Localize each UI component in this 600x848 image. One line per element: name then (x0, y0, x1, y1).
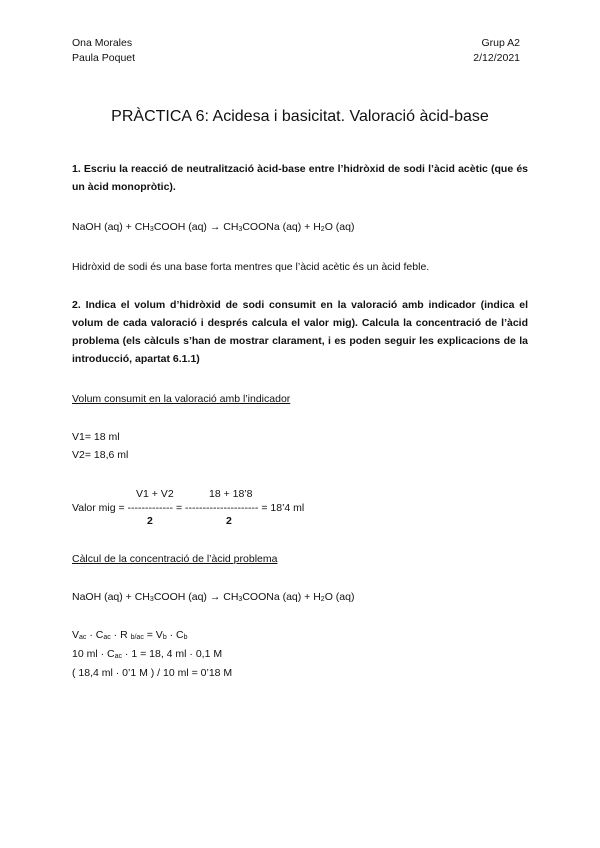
date-label: 2/12/2021 (473, 52, 520, 64)
mean-denominator-numeric: 2 (226, 515, 232, 527)
section-heading-concentration: Càlcul de la concentració de l’àcid problema (72, 553, 278, 565)
calculation-line-2: ( 18,4 ml · 0’1 M ) / 10 ml = 0’18 M (72, 667, 233, 679)
titration-formula: $V_{ac} \cdot C_{ac} \cdot R$ $_{b/ac} = V_b \cdot C_b$ (72, 629, 188, 641)
volume-v2: V2= 18,6 ml (72, 449, 129, 461)
page-title: PRÀCTICA 6: Acidesa i basicitat. Valoració àcid-base (111, 108, 489, 125)
question-2: 2. Indica el volum d’hidròxid de sodi consumit en la valoració amb indicador (indica el volum de cada valoració i després calcula el valor mig). Calcula la concentració de l’àcid problema (els càlculs s’han de mostrar clarament, i es poden seguir les explicacions de la introducció, apartat 6.1.1) (72, 299, 528, 365)
q1-answer: Hidròxid de sodi és una base forta mentres que l’àcid acètic és un àcid feble. (72, 261, 430, 273)
section-heading-volume: Volum consumit en la valoració amb l’indicador (72, 393, 291, 405)
group-label: Grup A2 (481, 37, 520, 49)
volume-v1: V1= 18 ml (72, 431, 120, 443)
author-block (72, 36, 135, 66)
author-name-1: Ona Morales (72, 37, 133, 49)
mean-value-line: Valor mig = ------------- = --------------------- = 18’4 ml (72, 502, 305, 514)
calculation-line-1: 10 ml · $C_{ac} \cdot 1 = 18$, 4 ml · 0,1 M (72, 648, 223, 660)
mean-denominator-symbolic: 2 (147, 515, 153, 527)
q1-reaction-equation: NaOH $(aq) + CH_3COOH$ $(aq) \to CH_3COONa$ $(aq) + H_2O$ (aq) (72, 221, 355, 233)
group-date-block (473, 36, 520, 66)
question-1: 1. Escriu la reacció de neutralització àcid-base entre l’hidròxid de sodi l’àcid acètic (que és un àcid monopròtic). (72, 163, 528, 193)
q2-reaction-equation: NaOH $(aq) + CH_3COOH$ $(aq) \to CH_3COONa$ $(aq) + H_2O$ (aq) (72, 591, 355, 603)
author-name-2: Paula Poquet (72, 52, 136, 64)
mean-numerator-symbolic: V1 + V2 (136, 488, 174, 500)
mean-numerator-numeric: 18 + 18’8 (209, 488, 253, 500)
